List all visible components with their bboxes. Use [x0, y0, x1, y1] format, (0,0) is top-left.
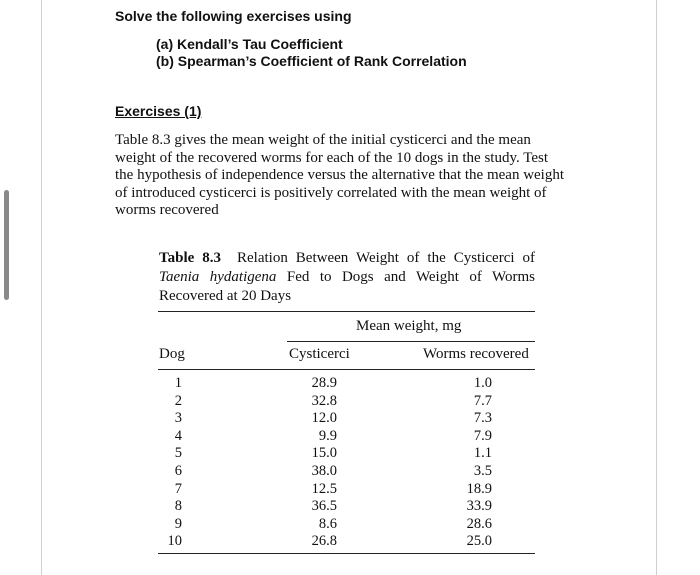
scrollbar-thumb[interactable]	[4, 190, 9, 300]
header-bottom-rule	[158, 369, 535, 370]
table-top-rule	[158, 311, 535, 312]
cysticerci-cell: 28.9	[311, 375, 337, 391]
cysticerci-column	[295, 375, 337, 551]
worms-cell: 7.7	[473, 392, 492, 409]
dog-cell: 10	[167, 533, 182, 550]
dog-column	[160, 375, 182, 551]
dog-cell: 1	[174, 375, 182, 391]
worms-column	[458, 375, 492, 551]
cysticerci-cell: 9.9	[318, 427, 337, 444]
worms-cell: 28.6	[466, 515, 492, 532]
dog-cell: 2	[174, 392, 182, 409]
worms-cell: 18.9	[466, 480, 492, 497]
worms-cell: 7.9	[473, 427, 492, 444]
cysticerci-cell: 36.5	[311, 498, 337, 515]
table-caption	[159, 249, 535, 306]
caption-part-2: Fed to Dogs and Weight of Worms Recovered at 20 Days	[159, 269, 535, 304]
dog-cell: 5	[174, 445, 182, 462]
worms-cell: 33.9	[466, 498, 492, 515]
dog-cell: 3	[174, 410, 182, 427]
column-header-dog: Dog	[159, 346, 185, 362]
cysticerci-cell: 12.5	[311, 480, 337, 497]
dog-cell: 9	[174, 515, 182, 532]
worms-cell: 25.0	[466, 533, 492, 550]
caption-species: Taenia hydatigena	[159, 269, 277, 285]
cysticerci-cell: 15.0	[311, 445, 337, 462]
exercise-text: Table 8.3 gives the mean weight of the initial cysticerci and the mean weight of the recovered worms for each of the 10 dogs in the study. Test the hypothesis of independence versus the alternative that the mean weight of introduced cysticerci is positively correlated with the mean weight of worms recovered	[115, 132, 565, 219]
table-bottom-rule	[158, 553, 535, 554]
worms-cell: 1.1	[473, 445, 492, 462]
caption-part-1: Relation Between Weight of the Cysticerci of	[237, 250, 536, 266]
part-b-spearman: (b) Spearman’s Coefficient of Rank Correlation	[156, 53, 467, 69]
dog-cell: 4	[174, 427, 182, 444]
page-left-border	[41, 0, 42, 575]
dog-cell: 6	[174, 462, 182, 479]
cysticerci-cell: 26.8	[311, 533, 337, 550]
exercise-title: Exercises (1)	[115, 103, 202, 119]
group-header-rule	[287, 341, 535, 342]
column-header-cysticerci: Cysticerci	[289, 346, 350, 362]
cysticerci-cell: 32.8	[311, 392, 337, 409]
page-right-border	[656, 0, 657, 575]
cysticerci-cell: 12.0	[311, 410, 337, 427]
worms-cell: 1.0	[473, 375, 492, 391]
part-a-kendall: (a) Kendall’s Tau Coefficient	[156, 36, 343, 52]
worms-cell: 7.3	[473, 410, 492, 427]
cysticerci-cell: 38.0	[311, 462, 337, 479]
dog-cell: 8	[174, 498, 182, 515]
table-label: Table 8.3	[159, 250, 222, 266]
column-header-worms: Worms recovered	[423, 346, 529, 362]
dog-cell: 7	[174, 480, 182, 497]
worms-cell: 3.5	[473, 462, 492, 479]
cysticerci-cell: 8.6	[318, 515, 337, 532]
instructions-heading: Solve the following exercises using	[115, 8, 352, 24]
group-header-mean-weight: Mean weight, mg	[356, 318, 462, 334]
